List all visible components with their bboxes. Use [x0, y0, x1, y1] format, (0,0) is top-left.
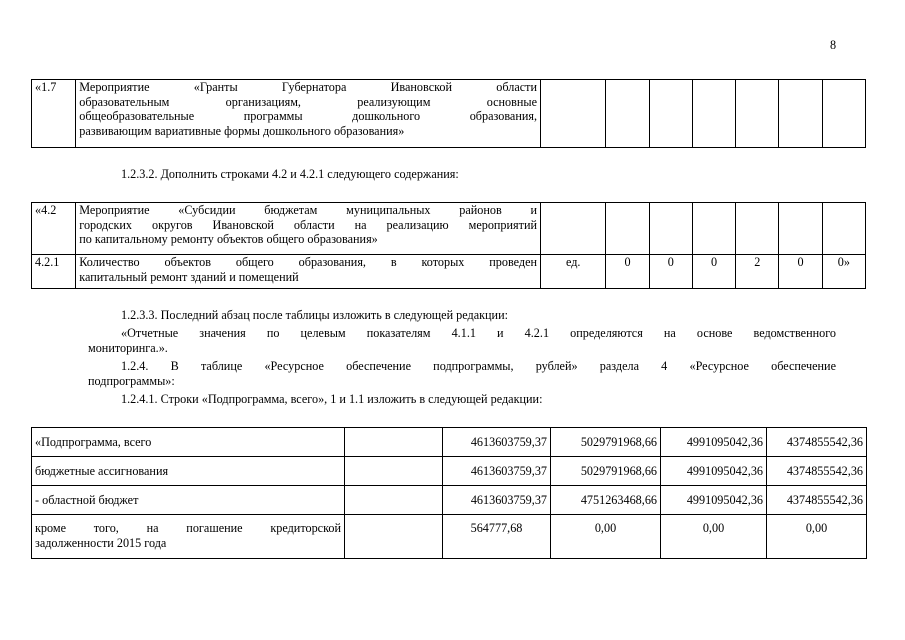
- value-cell: 0: [606, 255, 649, 289]
- resource-value: 4374855542,36: [767, 486, 867, 515]
- resource-value: 4991095042,36: [661, 486, 767, 515]
- paragraph-quote-cont: мониторинга.».: [88, 341, 168, 355]
- desc-line: Мероприятие «Субсидии бюджетам муниципальных районов и: [79, 203, 538, 217]
- desc-line: Количество объектов общего образования, в которых проведен: [79, 255, 538, 269]
- empty-cell: [541, 80, 606, 148]
- empty-cell: [345, 457, 443, 486]
- empty-cell: [736, 203, 779, 255]
- desc-line: общеобразовательные программы дошкольного образования,: [79, 109, 538, 123]
- empty-cell: [606, 80, 649, 148]
- empty-cell: [345, 486, 443, 515]
- page-number: 8: [830, 38, 837, 52]
- value-cell: 0: [779, 255, 822, 289]
- empty-cell: [822, 80, 865, 148]
- empty-cell: [692, 203, 735, 255]
- resource-value: 4613603759,37: [443, 428, 551, 457]
- empty-cell: [779, 203, 822, 255]
- text-block: [88, 308, 836, 407]
- empty-cell: [606, 203, 649, 255]
- value-cell: 0»: [822, 255, 865, 289]
- row-number: 4.2.1: [32, 255, 76, 289]
- empty-cell: [779, 80, 822, 148]
- empty-cell: [649, 203, 692, 255]
- table-measure-4-2: [31, 202, 866, 289]
- resource-value: 564777,68: [443, 515, 551, 559]
- desc-line: городских округов Ивановской области на реализацию мероприятий: [79, 217, 538, 232]
- label-line: задолженности 2015 года: [35, 535, 167, 550]
- resource-label: бюджетные ассигнования: [32, 457, 345, 486]
- paragraph-1-2-4-cont: подпрограммы»:: [88, 374, 175, 388]
- resource-value: 0,00: [551, 515, 661, 559]
- resource-value: 4991095042,36: [661, 428, 767, 457]
- resource-value: 5029791968,66: [551, 457, 661, 486]
- row-number: «4.2: [32, 203, 76, 255]
- row-description: [76, 255, 541, 289]
- paragraph-1-2-4-1: 1.2.4.1. Строки «Подпрограмма, всего», 1 и 1.1 изложить в следующей редакции:: [121, 392, 543, 406]
- row-description: [76, 203, 541, 255]
- resource-value: 4751263468,66: [551, 486, 661, 515]
- empty-cell: [822, 203, 865, 255]
- empty-cell: [692, 80, 735, 148]
- label-line: кроме того, на погашение кредиторской: [35, 521, 341, 535]
- paragraph-1-2-3-3: 1.2.3.3. Последний абзац после таблицы изложить в следующей редакции:: [121, 308, 508, 322]
- desc-line: образовательным организациям, реализующим основные: [79, 94, 538, 109]
- row-description: [76, 80, 541, 148]
- desc-line: Мероприятие «Гранты Губернатора Ивановской области: [79, 80, 538, 94]
- paragraph-quote: «Отчетные значения по целевым показателям 4.1.1 и 4.2.1 определяются на основе ведомственного: [121, 326, 836, 340]
- resource-value: 4991095042,36: [661, 457, 767, 486]
- empty-cell: [736, 80, 779, 148]
- empty-cell: [345, 515, 443, 559]
- resource-value: 4613603759,37: [443, 457, 551, 486]
- unit-cell: ед.: [541, 255, 606, 289]
- desc-line: по капитальному ремонту объектов общего образования»: [79, 232, 378, 246]
- resource-value: 4374855542,36: [767, 457, 867, 486]
- empty-cell: [345, 428, 443, 457]
- resource-value: 0,00: [661, 515, 767, 559]
- row-number: «1.7: [32, 80, 76, 148]
- paragraph-1-2-4: 1.2.4. В таблице «Ресурсное обеспечение подпрограммы, рублей» раздела 4 «Ресурсное обеспечение: [121, 359, 836, 373]
- desc-line: капитальный ремонт зданий и помещений: [79, 269, 299, 284]
- empty-cell: [541, 203, 606, 255]
- resource-value: 5029791968,66: [551, 428, 661, 457]
- value-cell: 0: [649, 255, 692, 289]
- paragraph-1-2-3-2: 1.2.3.2. Дополнить строками 4.2 и 4.2.1 следующего содержания:: [121, 167, 459, 181]
- table-resources: [31, 427, 867, 559]
- resource-label: [32, 515, 345, 559]
- table-measure-1-7: [31, 79, 866, 148]
- empty-cell: [649, 80, 692, 148]
- resource-label: - областной бюджет: [32, 486, 345, 515]
- value-cell: 2: [736, 255, 779, 289]
- value-cell: 0: [692, 255, 735, 289]
- resource-value: 0,00: [767, 515, 867, 559]
- resource-value: 4374855542,36: [767, 428, 867, 457]
- desc-line: развивающим вариативные формы дошкольного образования»: [79, 123, 405, 138]
- resource-label: «Подпрограмма, всего: [32, 428, 345, 457]
- resource-value: 4613603759,37: [443, 486, 551, 515]
